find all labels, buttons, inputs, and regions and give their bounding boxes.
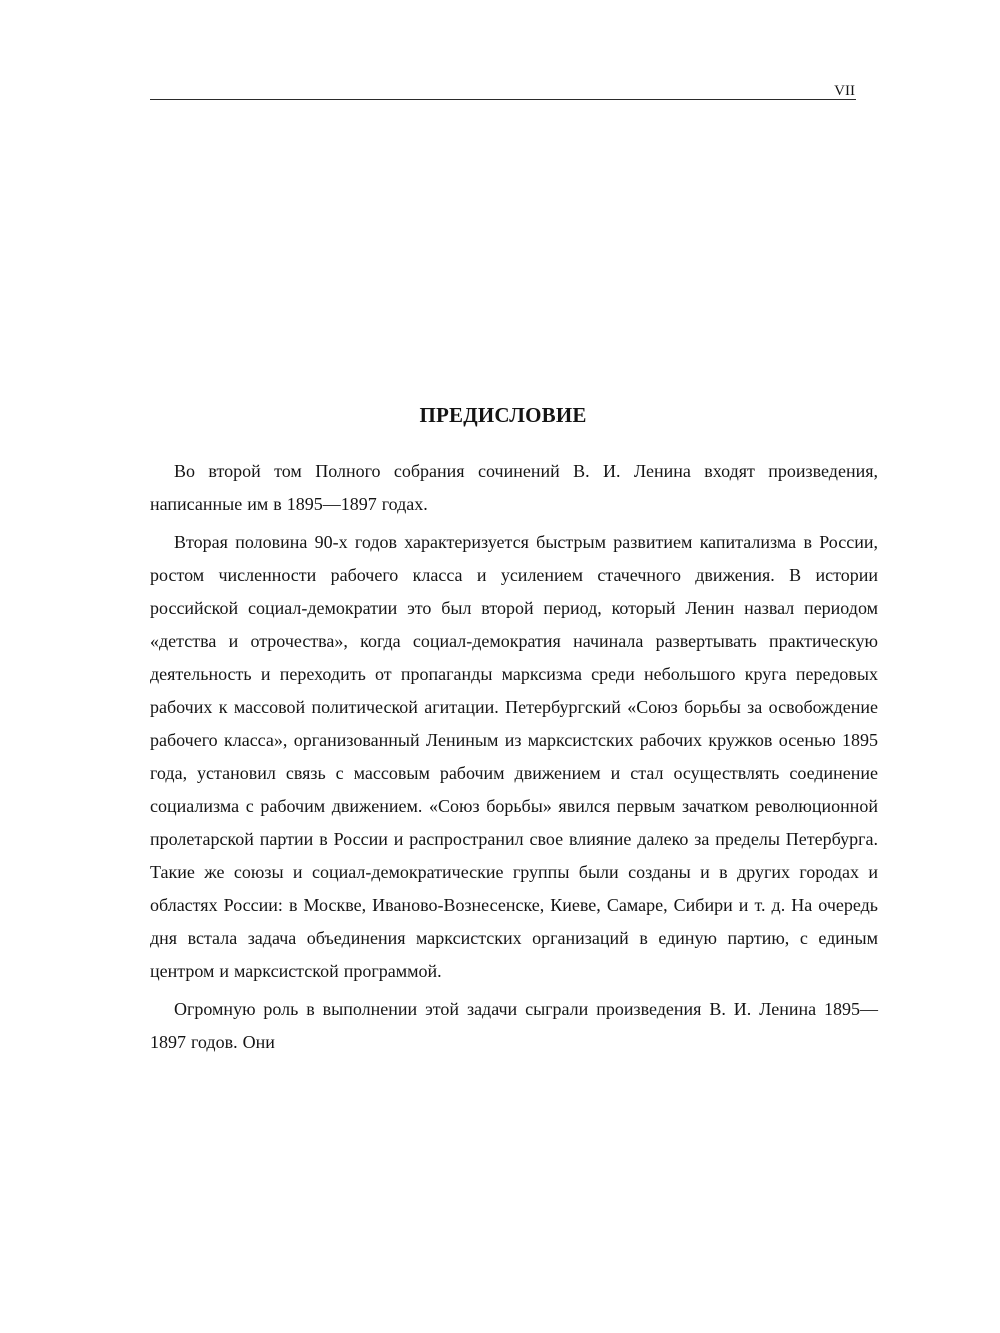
page-title: ПРЕДИСЛОВИЕ (419, 403, 587, 427)
page-number: VII (834, 83, 855, 99)
body-text (150, 455, 878, 1064)
paragraph-intro: Во второй том Полного собрания сочинений В. И. Ленина входят произведения, написанные им в 1895—1897 годах. (150, 461, 878, 514)
paragraph-history: Вторая половина 90-х годов характеризуется быстрым развитием капитализма в России, ростом численности рабочего класса и усилением стачечного движения. В истории российской социал-демократии это был второй период, который Ленин назвал периодом «детства и отрочества», когда социал-демократия начинала развертывать практическую деятельность и переходить от пропаганды марксизма среди небольшого круга передовых рабочих к массовой политической агитации. Петербургский «Союз борьбы за освобождение рабочего класса», организованный Лениным из марксистских рабочих кружков осенью 1895 года, установил связь с массовым рабочим движением и стал осуществлять соединение социализма с рабочим движением. «Союз борьбы» явился первым зачатком революционной пролетарской партии в России и распространил свое влияние далеко за пределы Петербурга. Такие же союзы и социал-демократические группы были созданы и в других городах и областях России: в Москве, Иваново-Вознесенске, Киеве, Самаре, Сибири и т. д. На очередь дня встала задача объединения марксистских организаций в единую партию, с единым центром и марксистской программой. (150, 532, 878, 981)
header-rule (150, 99, 856, 100)
paragraph-role: Огромную роль в выполнении этой задачи сыграли произведения В. И. Ленина 1895—1897 годов. Они (150, 999, 878, 1052)
